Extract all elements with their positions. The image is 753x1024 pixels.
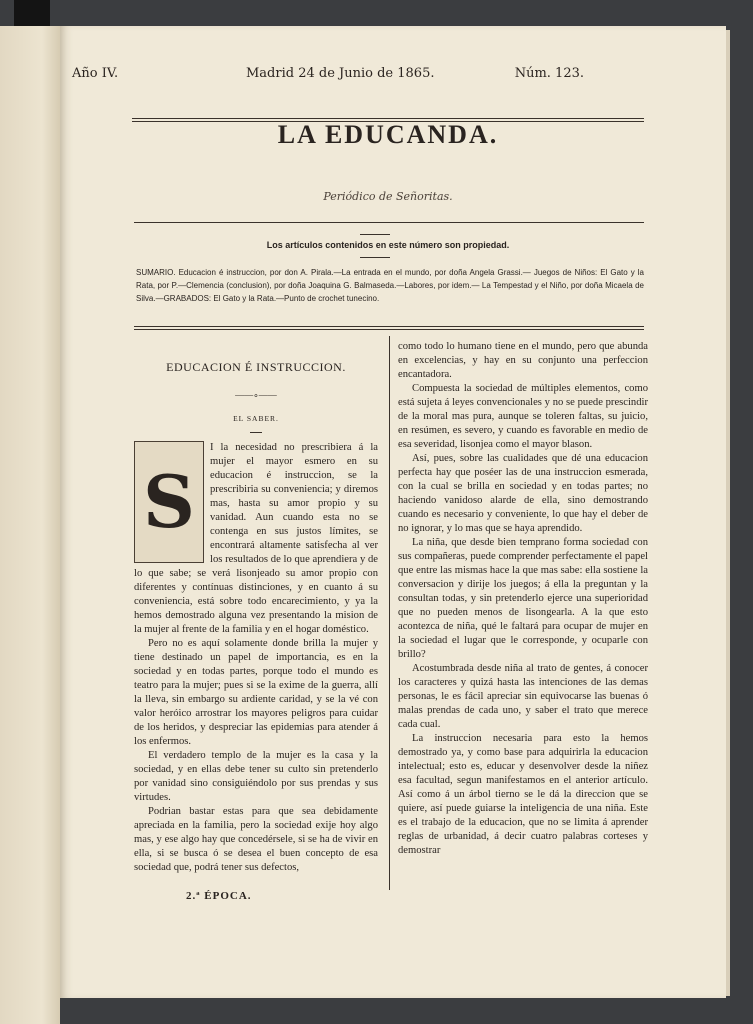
article-right-column	[398, 340, 648, 858]
issue-number: Núm. 123.	[514, 66, 584, 81]
paragraph: El verdadero templo de la mujer es la casa y la sociedad, y en ellas debe tener su culto sin pretenderlo por vanidad sino consiguiéndolo por sus prendas y sus virtudes.	[134, 750, 378, 803]
section-label: EL SABER.	[233, 414, 279, 423]
table-of-contents: SUMARIO. Educacion é instruccion, por don A. Pirala.—La entrada en el mundo, por doña Angela Grassi.— Juegos de Niños: El Gato y la Rata, por P.—Clemencia (conclusion), por doña Joaquina G. Balmaseda.—Labores, por idem.— La Tempestad y el Niño, por doña Micaela de Silva.—GRABADOS: El Gato y la Rata.—Punto de crochet tunecino.	[136, 268, 644, 303]
notice-rule-bottom	[360, 257, 390, 258]
notice-rule-top	[360, 234, 390, 235]
facing-page-edge	[0, 26, 60, 1024]
article-title: EDUCACION É INSTRUCCION.	[166, 360, 346, 374]
paragraph: Podrian bastar estas para que sea debidamente apreciada en la familia, pero la sociedad exije hoy algo mas, y ese algo hay que concedérsele, si se ha de vivir en ella, si se busca ó se desea el buen concepto de esa sociedad que, podrá tener sus defectos,	[134, 806, 378, 873]
paragraph: La niña, que desde bien temprano forma sociedad con sus compañeras, puede comprender perfectamente el papel que entre las mismas hace la que mas sabe: ella sostiene la conversacion y dirije los juegos; á ella la preguntan y la consultan todas, y sin pretenderlo ejerce una superioridad que no pueden menos de lisongearla. A la que esto acontezca de niña, qué le faltará para ocupar de mujer en la sociedad el lugar que le corresponde, y ocuparle con brillo?	[398, 537, 648, 660]
paragraph: Compuesta la sociedad de múltiples elementos, como está sujeta á leyes convencionales y no se puede prescindir de la moral mas pura, aunque se toleren faltas, su juicio, en resúmen, es severo, y cuando es favorable en medio de esa severidad, lisonjea como el mayor blason.	[398, 383, 648, 450]
masthead-subtitle: Periódico de Señoritas.	[323, 190, 453, 203]
section-rule	[250, 432, 262, 433]
page-edge	[726, 30, 730, 996]
title-ornament: ——∘——	[235, 390, 277, 400]
paragraph: Pero no es aquí solamente donde brilla la mujer y tiene destinado un papel de importancia, es en la sociedad y en todas partes, porque todo el mundo es teatro para la mujer; pues si se la exime de la guerra, allí la lleva, sin embargo su ardiente caridad, y se la vé con valor heróico arrostrar los mayores peligros para cuidar de los heridos, y despreciar las epidemias para atender á los enfermos.	[134, 638, 378, 747]
masthead-title: LA EDUCANDA.	[277, 120, 499, 149]
article-left-column	[134, 360, 378, 875]
paragraph: Acostumbrada desde niña al trato de gentes, á conocer los caracteres y quizá hasta las intenciones de las demas personas, le es fácil apreciar sin equivocarse las buenas ó malas prendas de cada uno, y saber el trato que merece cada cual.	[398, 663, 648, 730]
paragraph: I la necesidad no prescribiera á la mujer el mayor esmero en su educacion é instruccion, se la prescribiria su conveniencia; y diremos mas, hasta su amor propio y su vanidad. Aun cuando esta no se contenga en sus justos límites, se encontrará altamente satisfecha al ver los resultados de lo que aprendiera y de lo que sabe; se verá lisonjeado su amor propio con diferentes y contínuas distinciones, y en cuanto á su conveniencia, está sobre todo encarecimiento, y ya la hemos demostrado alguna vez presentando la mision de la mujer al frente de la familia y en el hogar doméstico.	[134, 442, 378, 635]
book-spine	[14, 0, 50, 26]
contents-rule-bottom	[134, 329, 644, 330]
paragraph: como todo lo humano tiene en el mundo, pero que abunda en excelencias, y hay en su conjunto una perfeccion encantadora.	[398, 341, 648, 380]
rights-notice: Los artículos contenidos en este número son propiedad.	[266, 240, 510, 250]
issue-header	[72, 66, 584, 86]
dropcap-letter: S	[143, 459, 195, 544]
masthead-rule	[134, 222, 644, 223]
header-rule-top	[132, 118, 644, 119]
ornamental-dropcap	[134, 441, 204, 563]
contents-rule-top	[134, 326, 644, 327]
paragraph: La instruccion necesaria para esto la hemos demostrado ya, y como base para adquirirla la educacion intelectual; esto es, educar y desenvolver desde la niñez esa facultad, segun manifestamos en el anterior artículo. Así como á un árbol tierno se le dá la direccion que se quiere, así puede guiarse la inteligencia de una niña. Este es el trabajo de la educacion, que no se limita á aprender reglas de urbanidad, á decir cuatro palabras corteses y demostrar	[398, 733, 648, 856]
issue-date: Madrid 24 de Junio de 1865.	[246, 66, 435, 81]
paragraph: Así, pues, sobre las cualidades que dé una educacion perfecta hay que poséer las de una instruccion esmerada, con la cual se brilla en sociedad y en todas partes; no haciendo vanidoso alarde de ella, sino demostrando cuando es necesario y conveniente, lo que hay el deber de no ignorar, y lo mas que se haya aprendido.	[398, 453, 648, 534]
column-divider	[389, 336, 390, 890]
issue-year: Año IV.	[72, 66, 119, 81]
epoch-label: 2.ª ÉPOCA.	[186, 890, 252, 902]
